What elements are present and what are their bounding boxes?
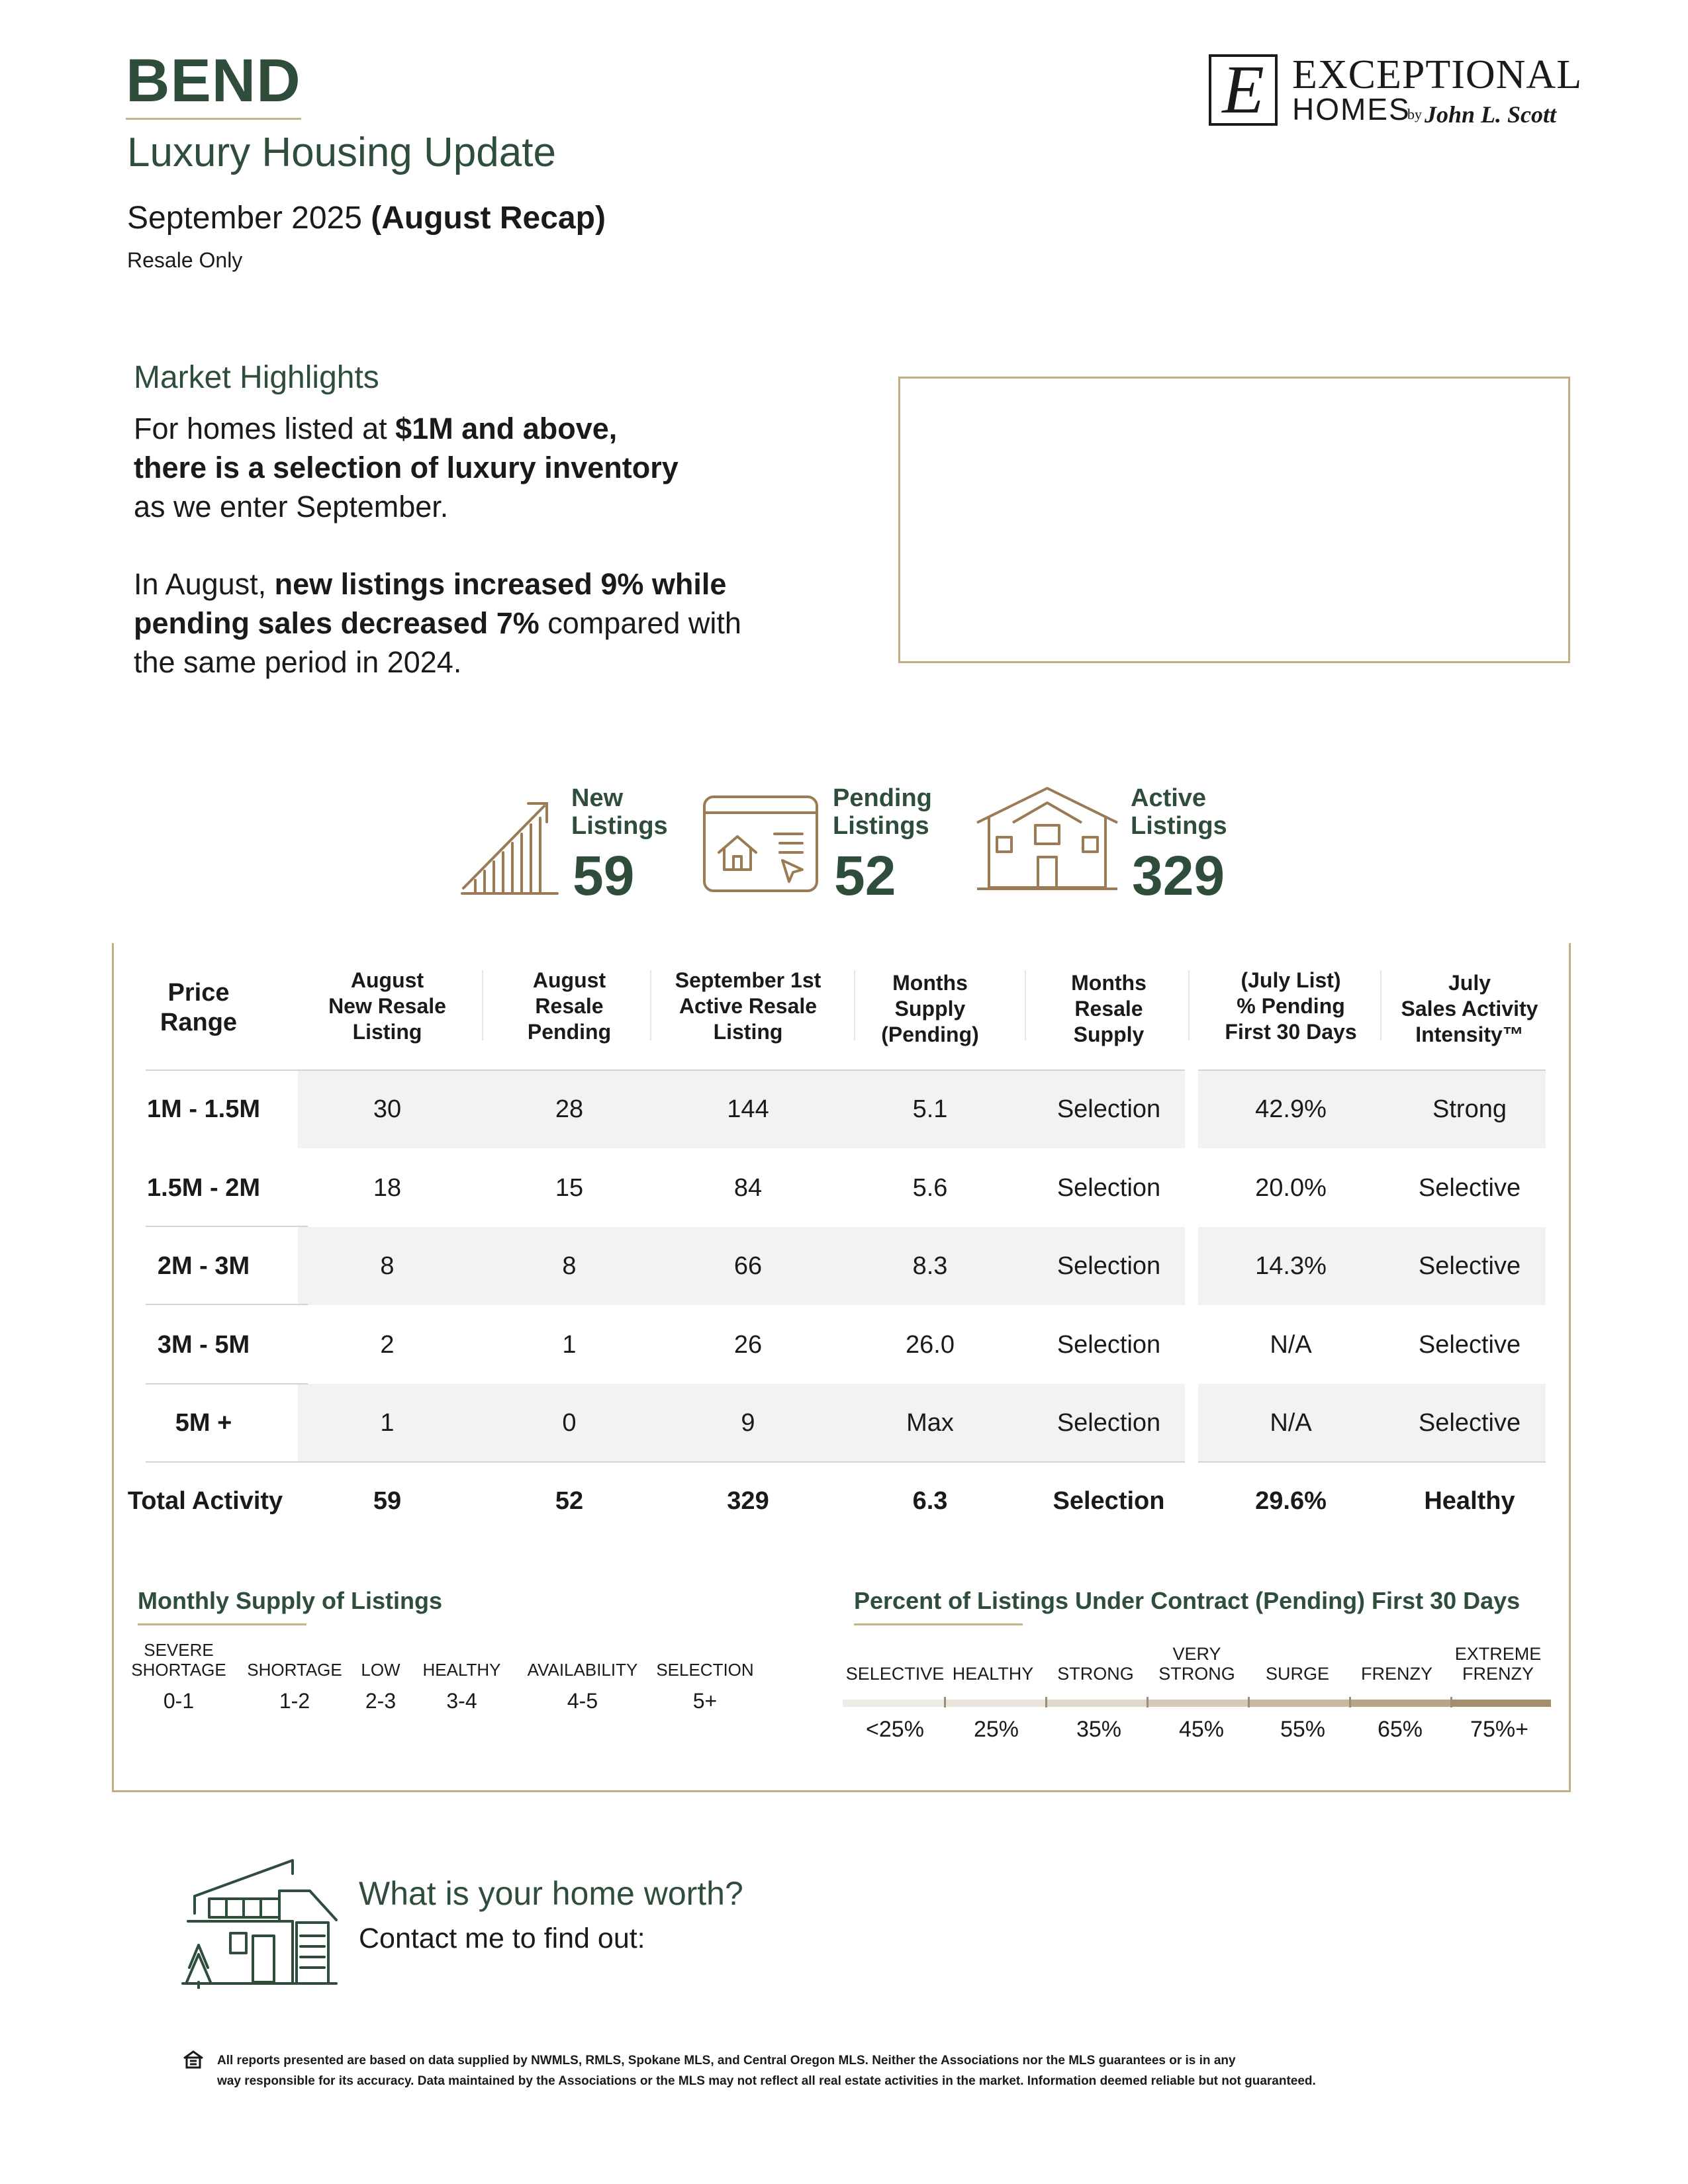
kpi-label-line: Pending <box>833 784 932 812</box>
pending-scale-tick <box>1349 1697 1351 1707</box>
pending-category-line: FRENZY <box>1462 1664 1534 1684</box>
highlights-body <box>134 409 875 720</box>
pending-threshold: 75%+ <box>1470 1717 1528 1742</box>
pending-scale-healthy <box>944 1700 1045 1707</box>
pending-category-line: EXTREME <box>1454 1644 1542 1664</box>
house-icon <box>974 784 1120 893</box>
pending-scale-strong <box>1045 1700 1147 1707</box>
cell-months-supply-pending: 5.1 <box>912 1095 948 1123</box>
disclaimer-line: All reports presented are based on data supplied by NWMLS, RMLS, Spokane MLS, and Central Oregon MLS. Neither the Associations nor the MLS guarantees or is in any <box>217 2054 1236 2068</box>
cell-resale-pending: 15 <box>555 1174 584 1202</box>
cell-active-listings: 66 <box>733 1252 763 1280</box>
row-divider <box>146 1383 308 1385</box>
cell-pct-pending: N/A <box>1270 1409 1312 1437</box>
hl-text: For homes listed at <box>134 412 396 445</box>
supply-range: 1-2 <box>279 1689 310 1713</box>
modern-house-icon <box>180 1856 339 1989</box>
supply-range: 5+ <box>692 1689 718 1713</box>
hl-text: the same period in 2024. <box>134 645 462 679</box>
period-recap: (August Recap) <box>371 201 606 236</box>
supply-legend-underline <box>138 1623 306 1625</box>
cell-new-listings: 30 <box>373 1095 402 1123</box>
hl-emphasis: pending sales decreased 7% <box>134 606 539 640</box>
pending-category: FRENZY <box>1361 1664 1432 1684</box>
header-line: (Pending) <box>881 1023 979 1046</box>
pending-scale-tick <box>1450 1697 1452 1707</box>
row-divider <box>298 1461 1185 1463</box>
cell-sales-intensity: Selective <box>1418 1252 1521 1280</box>
row-divider <box>298 1069 1185 1071</box>
kpi-pending-value: 52 <box>834 844 896 907</box>
logo-mark-letter: E <box>1222 52 1264 128</box>
header-line: Resale <box>535 994 604 1018</box>
pending-scale-tick <box>1147 1697 1149 1707</box>
cell-months-resale-supply: Selection <box>1056 1331 1161 1359</box>
hl-emphasis: there is a selection of luxury inventory <box>134 451 679 484</box>
col-header-pct-pending <box>1195 968 1387 1045</box>
highlights-paragraph-2 <box>134 565 875 682</box>
header-line: New Resale <box>328 994 446 1018</box>
hl-text: compared with <box>539 606 741 640</box>
header-line: Supply <box>894 997 966 1021</box>
row-label-price-range: 3M - 5M <box>157 1331 250 1359</box>
header-divider <box>854 970 855 1040</box>
supply-category: SELECTION <box>656 1660 754 1680</box>
pending-scale-tick <box>1045 1697 1047 1707</box>
kpi-label-line: New <box>571 784 624 812</box>
supply-category-line: SEVERE <box>144 1640 214 1660</box>
cell-months-resale-supply: Selection <box>1056 1174 1161 1202</box>
header-line: Active Resale <box>679 994 818 1018</box>
total-new-listings: 59 <box>373 1487 402 1515</box>
supply-category: LOW <box>361 1660 400 1680</box>
equal-housing-icon <box>183 2050 204 2069</box>
header-line: August <box>350 968 424 992</box>
period-month: September 2025 <box>127 201 371 236</box>
col-header-months-resale-supply <box>1033 970 1185 1048</box>
report-subtitle: Luxury Housing Update <box>127 130 556 175</box>
row-label-price-range: 5M + <box>175 1409 232 1437</box>
cell-pct-pending: 14.3% <box>1255 1252 1327 1280</box>
cell-months-supply-pending: 26.0 <box>906 1331 955 1359</box>
col-header-resale-pending <box>493 968 645 1045</box>
photo-placeholder-frame <box>898 377 1570 663</box>
supply-category-line: SHORTAGE <box>131 1660 226 1680</box>
pending-scale-surge <box>1248 1700 1349 1707</box>
kpi-label-line: Listings <box>1131 812 1227 840</box>
pending-threshold: 65% <box>1377 1717 1423 1742</box>
header-line: Sales Activity <box>1401 997 1538 1021</box>
header-divider <box>1188 970 1190 1040</box>
pending-category-line: VERY <box>1172 1644 1221 1664</box>
kpi-active-label <box>1131 784 1227 840</box>
cell-new-listings: 1 <box>380 1409 395 1437</box>
supply-category: AVAILABILITY <box>527 1660 638 1680</box>
cell-resale-pending: 1 <box>562 1331 577 1359</box>
cta-subtitle: Contact me to find out: <box>359 1923 645 1954</box>
resale-note: Resale Only <box>127 248 243 272</box>
row-divider <box>146 1226 308 1227</box>
total-pct-pending: 29.6% <box>1255 1487 1327 1515</box>
cell-months-supply-pending: 8.3 <box>912 1252 948 1280</box>
row-label-price-range: 1.5M - 2M <box>146 1174 261 1202</box>
cell-sales-intensity: Selective <box>1418 1409 1521 1437</box>
logo-line-homes: HOMES <box>1292 92 1411 126</box>
cell-resale-pending: 28 <box>555 1095 584 1123</box>
report-period <box>127 200 606 236</box>
header-divider <box>1380 970 1382 1040</box>
cell-active-listings: 26 <box>733 1331 763 1359</box>
kpi-label-line: Listings <box>833 812 929 840</box>
hl-text: as we enter September. <box>134 490 449 523</box>
row-divider <box>146 1304 308 1305</box>
pending-scale-frenzy <box>1349 1700 1450 1707</box>
col-header-new-listing <box>311 968 463 1045</box>
cell-months-supply-pending: 5.6 <box>912 1174 948 1202</box>
highlights-title: Market Highlights <box>134 360 379 395</box>
pending-scale-tick <box>1248 1697 1250 1707</box>
supply-range: 3-4 <box>446 1689 477 1713</box>
kpi-new-value: 59 <box>573 844 635 907</box>
pending-threshold: 25% <box>973 1717 1019 1742</box>
pending-category-line: STRONG <box>1158 1664 1235 1684</box>
col-header-sales-intensity <box>1387 970 1552 1048</box>
cell-months-resale-supply: Selection <box>1056 1095 1161 1123</box>
pending-threshold: 45% <box>1178 1717 1225 1742</box>
supply-category: HEALTHY <box>422 1660 501 1680</box>
total-active-listings: 329 <box>727 1487 769 1515</box>
header-line: Price <box>167 979 230 1007</box>
cell-resale-pending: 8 <box>562 1252 577 1280</box>
total-activity-label: Total Activity <box>127 1487 283 1515</box>
header-line: September 1st <box>675 968 821 992</box>
city-title: BEND <box>126 47 301 114</box>
kpi-active-value: 329 <box>1132 844 1225 907</box>
header-line: August <box>532 968 606 992</box>
supply-range: 4-5 <box>567 1689 598 1713</box>
cell-sales-intensity: Strong <box>1432 1095 1507 1123</box>
total-months-supply-pending: 6.3 <box>912 1487 948 1515</box>
col-header-months-supply-pending <box>854 970 1006 1048</box>
pending-category: STRONG <box>1057 1664 1134 1684</box>
col-header-price-range <box>139 978 258 1038</box>
cell-new-listings: 2 <box>380 1331 395 1359</box>
cell-active-listings: 84 <box>733 1174 763 1202</box>
kpi-label-line: Listings <box>571 812 668 840</box>
pending-legend-title: Percent of Listings Under Contract (Pending) First 30 Days <box>854 1587 1521 1614</box>
pending-category: HEALTHY <box>952 1664 1034 1684</box>
cell-active-listings: 144 <box>727 1095 769 1123</box>
header-line: Pending <box>527 1020 612 1044</box>
supply-category: SHORTAGE <box>247 1660 342 1680</box>
header-divider <box>650 970 651 1040</box>
hl-emphasis: $1M and above, <box>395 412 618 445</box>
row-label-price-range: 1M - 1.5M <box>146 1095 261 1123</box>
kpi-new-label <box>571 784 668 840</box>
hl-emphasis: new listings increased 9% while <box>274 567 727 601</box>
header-line: Resale <box>1074 997 1143 1021</box>
hl-text: In August, <box>134 567 275 601</box>
title-underline <box>126 118 301 120</box>
pending-threshold: <25% <box>866 1717 924 1742</box>
col-header-active-listing <box>655 968 841 1045</box>
header-line: Supply <box>1073 1023 1145 1046</box>
row-divider <box>146 1069 308 1071</box>
total-resale-pending: 52 <box>555 1487 584 1515</box>
supply-range: 2-3 <box>365 1689 397 1713</box>
cell-months-resale-supply: Selection <box>1056 1409 1161 1437</box>
pending-threshold: 35% <box>1076 1717 1122 1742</box>
pending-scale-very-strong <box>1147 1700 1248 1707</box>
cell-months-supply-pending: Max <box>906 1409 954 1437</box>
header-line: Months <box>892 971 968 995</box>
kpi-label-line: Active <box>1131 784 1207 812</box>
disclaimer <box>217 2050 1475 2091</box>
header-line: First 30 Days <box>1225 1020 1357 1044</box>
header-divider <box>1025 970 1026 1040</box>
rising-bar-chart-icon <box>457 794 563 900</box>
cell-months-resale-supply: Selection <box>1056 1252 1161 1280</box>
row-divider <box>1198 1069 1546 1071</box>
pending-category <box>1147 1644 1246 1684</box>
cell-pct-pending: 42.9% <box>1255 1095 1327 1123</box>
cell-sales-intensity: Selective <box>1418 1331 1521 1359</box>
logo-brand-name: John L. Scott <box>1425 101 1557 128</box>
cell-resale-pending: 0 <box>562 1409 577 1437</box>
supply-range: 0-1 <box>163 1689 195 1713</box>
pending-scale-tick <box>944 1697 946 1707</box>
header-line: Range <box>160 1009 238 1036</box>
total-months-resale-supply: Selection <box>1053 1487 1165 1515</box>
logo-by: by <box>1407 106 1422 122</box>
cell-new-listings: 8 <box>380 1252 395 1280</box>
pending-category: SELECTIVE <box>845 1664 945 1684</box>
supply-category <box>122 1640 235 1680</box>
header-line: (July List) <box>1241 968 1341 992</box>
header-line: Listing <box>352 1020 422 1044</box>
total-sales-intensity: Healthy <box>1424 1487 1515 1515</box>
pending-threshold: 55% <box>1280 1717 1326 1742</box>
pending-scale-selective <box>843 1700 944 1707</box>
pending-scale-extreme-frenzy <box>1450 1700 1551 1707</box>
cell-sales-intensity: Selective <box>1418 1174 1521 1202</box>
header-line: Intensity™ <box>1415 1023 1524 1046</box>
pending-legend-underline <box>854 1623 1023 1625</box>
header-divider <box>482 970 483 1040</box>
logo-line-exceptional: EXCEPTIONAL <box>1292 52 1583 97</box>
cell-new-listings: 18 <box>373 1174 402 1202</box>
pending-category <box>1445 1644 1551 1684</box>
browser-house-cursor-icon <box>702 794 820 893</box>
row-label-price-range: 2M - 3M <box>157 1252 250 1280</box>
supply-legend-title: Monthly Supply of Listings <box>138 1587 442 1614</box>
header-line: July <box>1448 971 1491 995</box>
cta-title: What is your home worth? <box>359 1875 743 1912</box>
cell-active-listings: 9 <box>741 1409 755 1437</box>
disclaimer-line: way responsible for its accuracy. Data maintained by the Associations or the MLS may not reflect all real estate activities in the market. Information deemed reliable but not guaranteed. <box>217 2074 1316 2088</box>
row-divider <box>1198 1461 1546 1463</box>
kpi-pending-label <box>833 784 932 840</box>
pending-category: SURGE <box>1265 1664 1330 1684</box>
highlights-paragraph-1 <box>134 409 875 526</box>
brand-logo <box>1209 52 1583 134</box>
row-divider <box>146 1461 308 1463</box>
header-line: % Pending <box>1237 994 1345 1018</box>
header-line: Months <box>1071 971 1147 995</box>
header-line: Listing <box>713 1020 783 1044</box>
cell-pct-pending: 20.0% <box>1255 1174 1327 1202</box>
cell-pct-pending: N/A <box>1270 1331 1312 1359</box>
